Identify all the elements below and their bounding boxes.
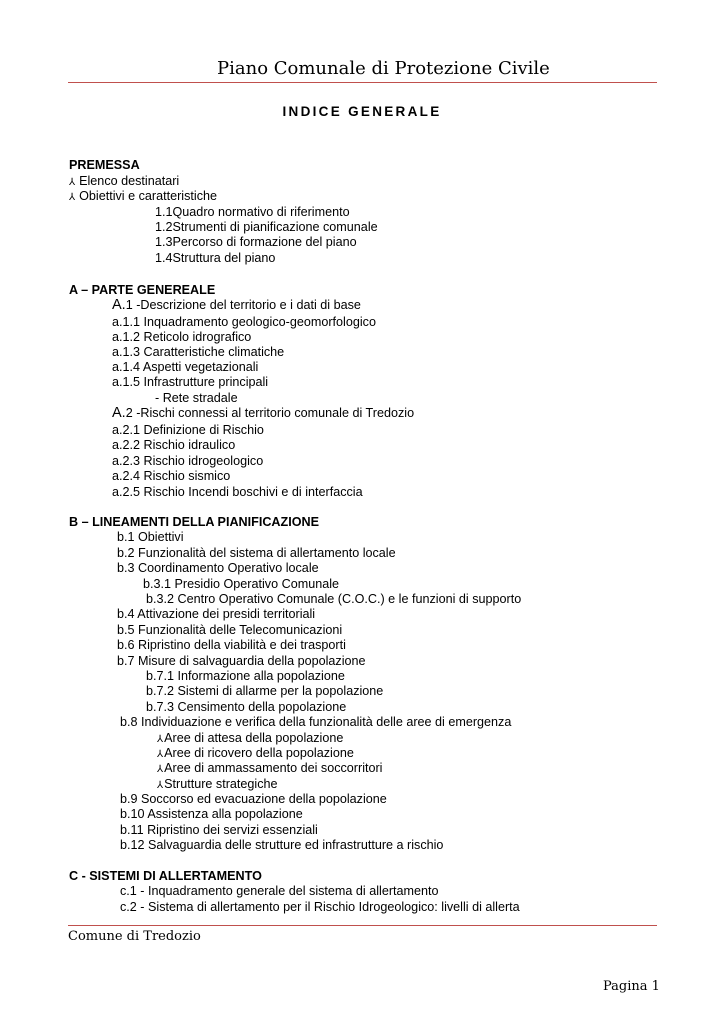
toc-entry: a.1.5 Infrastrutture principali [112, 375, 269, 389]
document-title: Piano Comunale di Protezione Civile [217, 58, 550, 79]
toc-entry: b.10 Assistenza alla popolazione [120, 807, 303, 821]
toc-entry: a.1.3 Caratteristiche climatiche [112, 345, 285, 359]
list-item: ⅄Aree di attesa della popolazione [157, 731, 344, 745]
toc-entry: a.1.1 Inquadramento geologico-geomorfologico [112, 315, 376, 329]
toc-entry: b.3.2 Centro Operativo Comunale (C.O.C.) e le funzioni di supporto [146, 592, 522, 606]
toc-entry: 1.4Struttura del piano [155, 251, 276, 265]
list-item: ⅄Strutture strategiche [157, 777, 278, 791]
toc-entry: a.1.4 Aspetti vegetazionali [112, 360, 259, 374]
toc-entry: b.9 Soccorso ed evacuazione della popolazione [120, 792, 387, 806]
bullet-arrow-icon: ⅄ [157, 780, 164, 791]
toc-entry: b.7.2 Sistemi di allarme per la popolazione [146, 684, 384, 698]
toc-entry: b.12 Salvaguardia delle strutture ed infrastrutture a rischio [120, 838, 444, 852]
toc-entry: a.2.3 Rischio idrogeologico [112, 454, 264, 468]
toc-entry: a.2.2 Rischio idraulico [112, 438, 236, 452]
toc-entry: c.2 - Sistema di allertamento per il Rischio Idrogeologico: livelli di allerta [120, 900, 520, 914]
toc-entry: a.1.2 Reticolo idrografico [112, 330, 252, 344]
toc-entry: b.4 Attivazione dei presidi territoriali [117, 607, 316, 621]
toc-entry: b.7.1 Informazione alla popolazione [146, 669, 345, 683]
bullet-arrow-icon: ⅄ [157, 734, 164, 745]
footer-municipality: Comune di Tredozio [68, 929, 201, 944]
bullet-arrow-icon: ⅄ [69, 177, 76, 188]
list-item: ⅄ Elenco destinatari [69, 174, 180, 188]
bullet-arrow-icon: ⅄ [157, 749, 164, 760]
section-heading-premessa: PREMESSA [69, 158, 140, 172]
bullet-arrow-icon: ⅄ [69, 192, 76, 203]
bullet-arrow-icon: ⅄ [157, 764, 164, 775]
toc-entry: a.2.5 Rischio Incendi boschivi e di interfaccia [112, 485, 363, 499]
toc-entry: b.3.1 Presidio Operativo Comunale [143, 577, 340, 591]
toc-entry: 1.2Strumenti di pianificazione comunale [155, 220, 378, 234]
toc-entry: c.1 - Inquadramento generale del sistema di allertamento [120, 884, 439, 898]
section-heading-c: C - SISTEMI DI ALLERTAMENTO [69, 869, 262, 883]
toc-entry: a.2.4 Rischio sismico [112, 469, 231, 483]
toc-entry: b.1 Obiettivi [117, 530, 184, 544]
list-item: ⅄Aree di ricovero della popolazione [157, 746, 354, 760]
toc-entry: 1.3Percorso di formazione del piano [155, 235, 357, 249]
toc-entry: b.11 Ripristino dei servizi essenziali [120, 823, 318, 837]
toc-entry: b.6 Ripristino della viabilità e dei trasporti [117, 638, 346, 652]
index-title: INDICE GENERALE [282, 104, 442, 119]
toc-entry: b.7 Misure di salvaguardia della popolazione [117, 654, 366, 668]
toc-entry: a.2.1 Definizione di Rischio [112, 423, 264, 437]
toc-entry: b.5 Funzionalità delle Telecomunicazioni [117, 623, 343, 637]
toc-entry: b.7.3 Censimento della popolazione [146, 700, 347, 714]
section-heading-a: A – PARTE GENEREALE [69, 283, 216, 297]
footer-divider [68, 925, 657, 926]
list-item: ⅄Aree di ammassamento dei soccorritori [157, 761, 383, 775]
list-item: ⅄ Obiettivi e caratteristiche [69, 189, 217, 203]
toc-entry: A.2 -Rischi connessi al territorio comunale di Tredozio [112, 405, 415, 421]
toc-entry: b.3 Coordinamento Operativo locale [117, 561, 319, 575]
section-heading-b: B – LINEAMENTI DELLA PIANIFICAZIONE [69, 515, 320, 529]
page-number: Pagina 1 [603, 979, 660, 994]
toc-entry: A.1 -Descrizione del territorio e i dati di base [112, 297, 361, 313]
header-divider [68, 82, 657, 83]
toc-entry: - Rete stradale [155, 391, 238, 405]
toc-entry: b.8 Individuazione e verifica della funzionalità delle aree di emergenza [120, 715, 512, 729]
toc-entry: 1.1Quadro normativo di riferimento [155, 205, 350, 219]
toc-entry: b.2 Funzionalità del sistema di allertamento locale [117, 546, 396, 560]
